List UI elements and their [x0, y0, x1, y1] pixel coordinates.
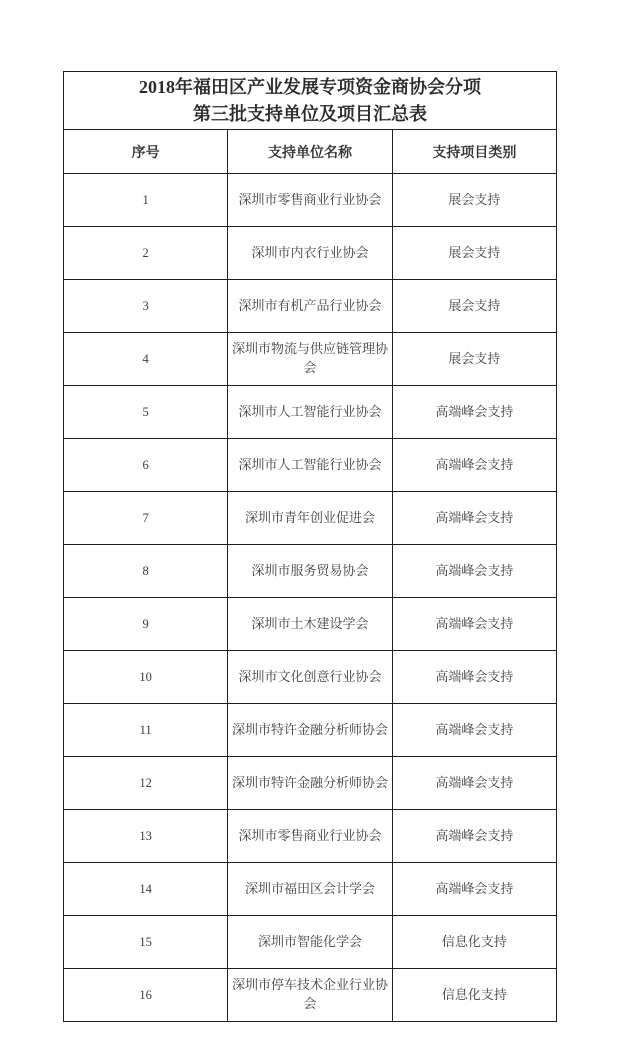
unit-name-cell: 深圳市土木建设学会 — [228, 598, 392, 651]
unit-name-cell: 深圳市青年创业促进会 — [228, 492, 392, 545]
unit-name-cell: 深圳市智能化学会 — [228, 916, 392, 969]
unit-name-cell: 深圳市特许金融分析师协会 — [228, 704, 392, 757]
unit-name-cell: 深圳市有机产品行业协会 — [228, 280, 392, 333]
category-cell: 展会支持 — [392, 174, 556, 227]
serial-number-cell: 11 — [64, 704, 228, 757]
table-row — [64, 439, 557, 492]
table-row — [64, 174, 557, 227]
table-row — [64, 492, 557, 545]
table-row — [64, 704, 557, 757]
table-row — [64, 916, 557, 969]
title-row — [64, 72, 557, 130]
header-serial-number: 序号 — [64, 130, 228, 174]
serial-number-cell: 8 — [64, 545, 228, 598]
serial-number-cell: 7 — [64, 492, 228, 545]
serial-number-cell: 12 — [64, 757, 228, 810]
title-line-1: 2018年福田区产业发展专项资金商协会分项 — [139, 77, 481, 98]
table-body — [64, 174, 557, 1022]
table-row — [64, 598, 557, 651]
serial-number-cell: 4 — [64, 333, 228, 386]
title-line-2: 第三批支持单位及项目汇总表 — [193, 103, 427, 124]
category-cell: 高端峰会支持 — [392, 598, 556, 651]
table-row — [64, 545, 557, 598]
category-cell: 展会支持 — [392, 280, 556, 333]
unit-name-cell: 深圳市零售商业行业协会 — [228, 174, 392, 227]
category-cell: 高端峰会支持 — [392, 651, 556, 704]
serial-number-cell: 6 — [64, 439, 228, 492]
category-cell: 展会支持 — [392, 333, 556, 386]
table-row — [64, 333, 557, 386]
serial-number-cell: 13 — [64, 810, 228, 863]
unit-name-cell: 深圳市人工智能行业协会 — [228, 439, 392, 492]
table-row — [64, 810, 557, 863]
serial-number-cell: 1 — [64, 174, 228, 227]
category-cell: 高端峰会支持 — [392, 439, 556, 492]
serial-number-cell: 5 — [64, 386, 228, 439]
table-row — [64, 280, 557, 333]
category-cell: 信息化支持 — [392, 969, 556, 1022]
serial-number-cell: 3 — [64, 280, 228, 333]
category-cell: 高端峰会支持 — [392, 545, 556, 598]
table-row — [64, 757, 557, 810]
unit-name-cell: 深圳市服务贸易协会 — [228, 545, 392, 598]
summary-table — [63, 71, 557, 1022]
unit-name-cell: 深圳市停车技术企业行业协会 — [228, 969, 392, 1022]
category-cell: 信息化支持 — [392, 916, 556, 969]
category-cell: 高端峰会支持 — [392, 386, 556, 439]
unit-name-cell: 深圳市福田区会计学会 — [228, 863, 392, 916]
category-cell: 高端峰会支持 — [392, 704, 556, 757]
table-row — [64, 651, 557, 704]
serial-number-cell: 14 — [64, 863, 228, 916]
unit-name-cell: 深圳市内衣行业协会 — [228, 227, 392, 280]
serial-number-cell: 15 — [64, 916, 228, 969]
category-cell: 展会支持 — [392, 227, 556, 280]
serial-number-cell: 2 — [64, 227, 228, 280]
table-header-row — [64, 130, 557, 174]
category-cell: 高端峰会支持 — [392, 757, 556, 810]
header-unit-name: 支持单位名称 — [228, 130, 392, 174]
category-cell: 高端峰会支持 — [392, 863, 556, 916]
unit-name-cell: 深圳市零售商业行业协会 — [228, 810, 392, 863]
category-cell: 高端峰会支持 — [392, 810, 556, 863]
table-row — [64, 969, 557, 1022]
unit-name-cell: 深圳市物流与供应链管理协会 — [228, 333, 392, 386]
serial-number-cell: 16 — [64, 969, 228, 1022]
table-row — [64, 863, 557, 916]
unit-name-cell: 深圳市文化创意行业协会 — [228, 651, 392, 704]
unit-name-cell: 深圳市特许金融分析师协会 — [228, 757, 392, 810]
unit-name-cell: 深圳市人工智能行业协会 — [228, 386, 392, 439]
table-title — [64, 72, 557, 130]
category-cell: 高端峰会支持 — [392, 492, 556, 545]
serial-number-cell: 10 — [64, 651, 228, 704]
serial-number-cell: 9 — [64, 598, 228, 651]
table-row — [64, 386, 557, 439]
header-project-category: 支持项目类别 — [392, 130, 556, 174]
table-row — [64, 227, 557, 280]
